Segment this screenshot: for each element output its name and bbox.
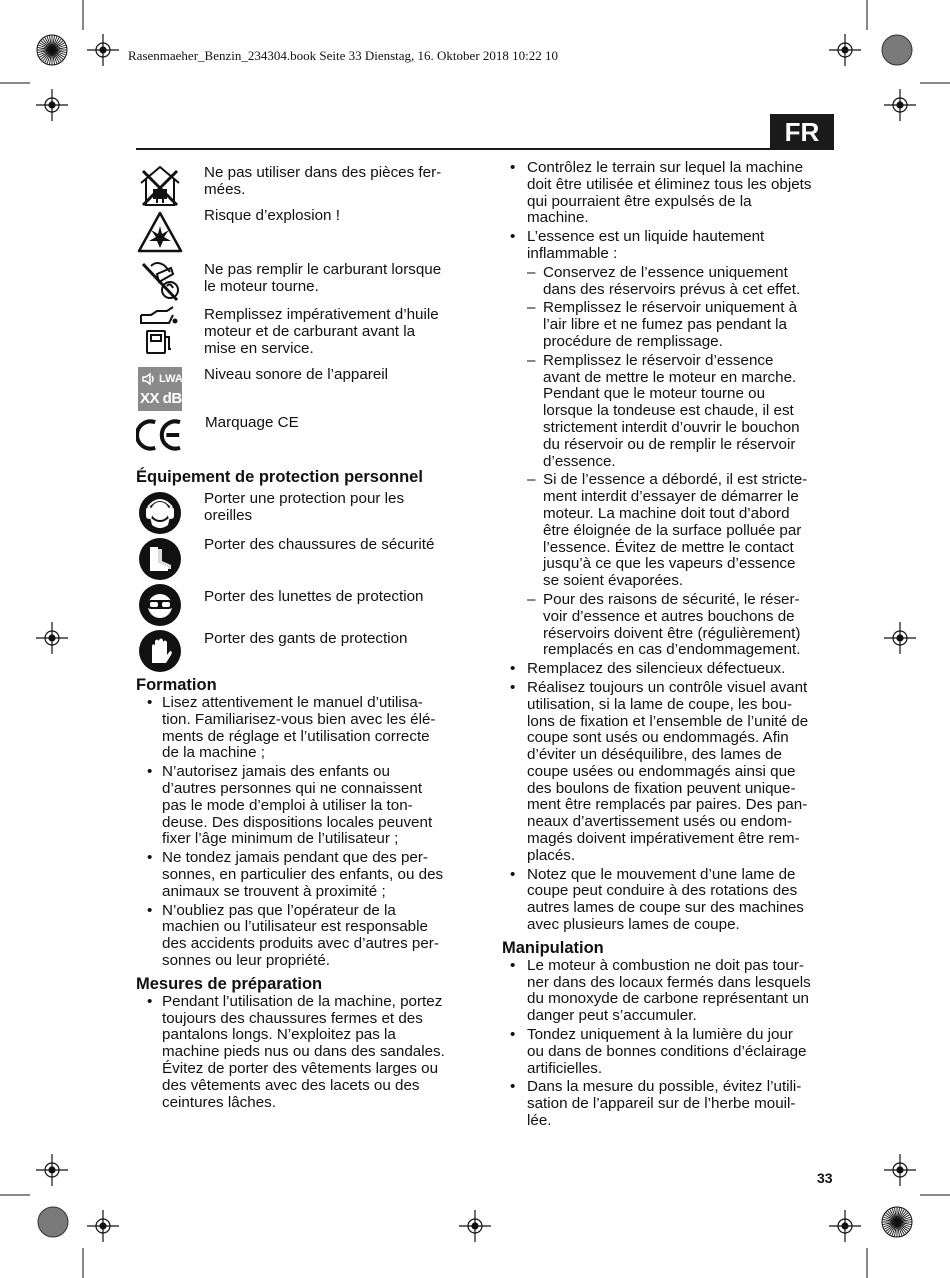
manipulation-list (502, 958, 836, 1130)
sound-level-value: XX dB (140, 390, 182, 407)
ppe-row (136, 629, 471, 673)
sound-level-icon (136, 367, 184, 411)
ppe-row (136, 537, 471, 583)
list-item: • Contrôlez le terrain sur lequel la machine doit être utilisée et éliminez tous les objets qui pourraient être expulsés de la machine. (502, 160, 836, 227)
header-rule (136, 148, 834, 150)
safety-boots-icon (136, 537, 184, 581)
ppe-text: Porter des lunettes de protection (204, 588, 424, 605)
ear-protection-icon (136, 491, 184, 535)
list-item: • Le moteur à combustion ne doit pas tour- ner dans des locaux fermés dans lesquels du monoxyde de carbone représentant un danger peut s’accumuler. (502, 958, 836, 1025)
list-item: • Tondez uniquement à la lumière du jour ou dans de bonnes conditions d’éclairage artificielles. (502, 1027, 836, 1077)
symbol-text: Ne pas remplir le carburant lorsque le moteur tourne. (204, 261, 442, 295)
safety-goggles-icon (136, 583, 184, 627)
sub-list-item: – Remplissez le réservoir d’essence avant de mettre le moteur en marche. Pendant que le moteur tourne ou lorsque la tondeuse est chaude, il est strictement interdit d’ouvrir le bouchon du réservoir ou de remplir le réservoir d’essence. (527, 353, 836, 471)
symbol-row (136, 413, 471, 467)
ppe-row (136, 583, 471, 629)
ce-mark-icon (136, 413, 184, 457)
explosion-hazard-icon (136, 210, 184, 254)
list-item: • Ne tondez jamais pendant que des per- sonnes, en particulier des enfants, ou des animaux se trouvent à proximité ; (136, 850, 471, 900)
section-heading-formation: Formation (136, 676, 217, 694)
language-tab: FR (770, 114, 834, 150)
section-heading-ppe: Équipement de protection personnel (136, 468, 423, 486)
list-item: • Pendant l’utilisation de la machine, portez toujours des chaussures fermes et des pantalons longs. N’exploitez pas la machine pieds nus ou dans des sandales. Évitez de porter des vêtements larges ou des vêtements avec des lacets ou des ceintures lâches. (136, 994, 471, 1112)
ppe-text: Porter des gants de protection (204, 630, 408, 647)
symbol-row (136, 163, 471, 210)
sub-list-item: – Pour des raisons de sécurité, le réser- voir d’essence et autres bouchons de réservoirs doivent être (régulièrement) remplacés en cas d’endommagement. (527, 592, 836, 659)
preparation-list (136, 994, 471, 1112)
ppe-text: Porter des chaussures de sécurité (204, 536, 435, 553)
section-heading-manipulation: Manipulation (502, 938, 604, 957)
list-item: • Lisez attentivement le manuel d’utilisa- tion. Familiarisez-vous bien avec les élé- ments de réglage et l’utilisation correcte de la machine ; (136, 695, 471, 762)
list-item-fuel (502, 229, 836, 659)
file-header-line: Rasenmaeher_Benzin_234304.book Seite 33 Dienstag, 16. Oktober 2018 10:22 10 (128, 48, 559, 63)
section-heading-preparation: Mesures de préparation (136, 974, 323, 993)
symbol-text: Remplissez impérativement d’huile moteur et de carburant avant la mise en service. (204, 306, 439, 357)
left-column (136, 163, 471, 1111)
list-item: • N’autorisez jamais des enfants ou d’autres personnes qui ne connaissent pas le mode d’emploi à utiliser la ton- deuse. Des dispositions locales peuvent fixer l’âge minimum de l’utilisateur ; (136, 764, 471, 848)
no-enclosed-rooms-icon (136, 163, 184, 209)
no-refuel-running-icon (136, 258, 184, 304)
fuel-sublist (527, 265, 836, 659)
right-list-a (502, 160, 836, 934)
safety-gloves-icon (136, 629, 184, 673)
sound-level-label: LWA (159, 373, 183, 385)
list-item: • Réalisez toujours un contrôle visuel avant utilisation, si la lame de coupe, les bou- lons de fixation et l’ensemble de l’unité de coupe sont usés ou endommagés. Afin d’éviter un déséquilibre, des lames de coupe usées ou endommagés ainsi que des boulons de fixation peuvent unique- ment être remplacés par paires. Des pan- neaux d’avertissement usés ou endom- magés doivent impérativement être rem- placés. (502, 680, 836, 865)
list-item: • Dans la mesure du possible, évitez l’utili- sation de l’appareil sur de l’herbe mouil- lée. (502, 1079, 836, 1129)
symbol-row (136, 207, 471, 258)
symbol-text: Risque d’explosion ! (204, 207, 340, 224)
sub-list-item: – Remplissez le réservoir uniquement à l’air libre et ne fumez pas pendant la procédure de remplissage. (527, 300, 836, 350)
sub-list-item: – Si de l’essence a débordé, il est stricte- ment interdit d’essayer de démarrer le moteur. La machine doit tout d’abord être éloignée de la surface polluée par l’essence. Évitez de mettre le contact jusqu’à ce que les vapeurs d’essence se soient évaporées. (527, 472, 836, 590)
ppe-row (136, 491, 471, 537)
symbol-text: Marquage CE (205, 414, 299, 431)
oil-fuel-fill-icon (136, 305, 184, 357)
sub-list-item: – Conservez de l’essence uniquement dans des réservoirs prévus à cet effet. (527, 265, 836, 299)
ppe-text: Porter une protection pour les oreilles (204, 490, 405, 524)
fuel-intro: • L’essence est un liquide hautement inflammable : (527, 228, 765, 262)
symbol-row (136, 367, 471, 413)
list-item: • Remplacez des silencieux défectueux. (502, 661, 836, 678)
symbol-text: Ne pas utiliser dans des pièces fer- mées. (204, 164, 442, 198)
formation-list (136, 695, 471, 970)
symbol-row (136, 258, 471, 305)
symbol-row (136, 305, 471, 367)
right-column (502, 160, 836, 1130)
list-item: • N’oubliez pas que l’opérateur de la machien ou l’utilisateur est responsable des accidents produits avec d’autres per- sonnes ou leur propriété. (136, 903, 471, 970)
symbol-text: Niveau sonore de l’appareil (204, 366, 389, 383)
page-number: 33 (817, 1170, 833, 1186)
list-item: • Notez que le mouvement d’une lame de coupe peut conduire à des rotations des autres lames de coupe sur des machines avec plusieurs lames de coupe. (502, 867, 836, 934)
